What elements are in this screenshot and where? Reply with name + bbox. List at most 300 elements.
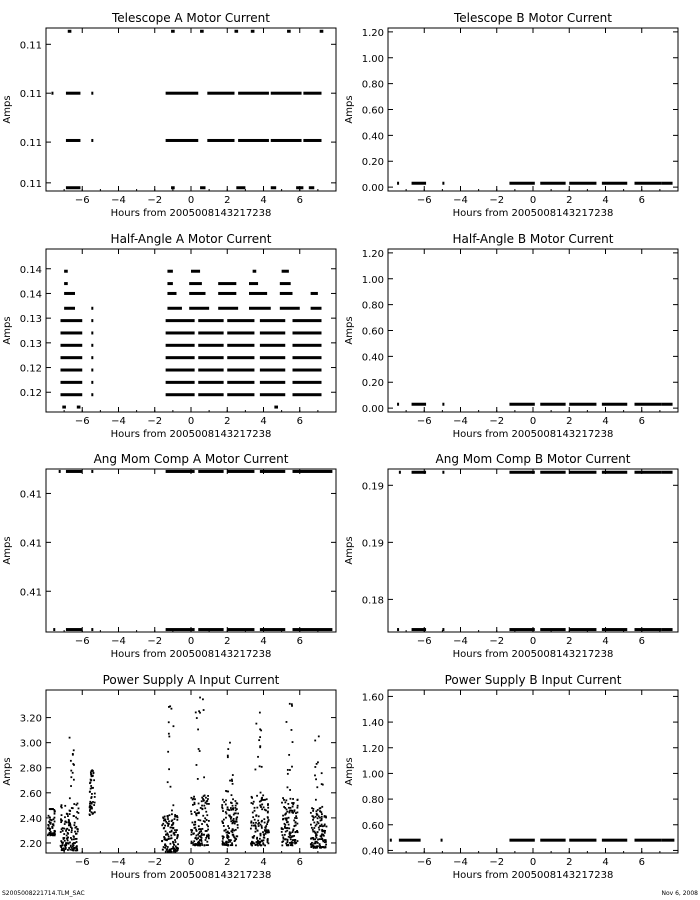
data-point [267, 829, 269, 831]
data-series [61, 270, 322, 409]
data-point [227, 791, 229, 793]
x-tick-label: 0 [529, 195, 537, 206]
y-tick-label: 1.60 [361, 692, 384, 704]
x-tick-label: 0 [187, 416, 195, 427]
data-point [293, 828, 295, 830]
data-point [319, 843, 321, 845]
data-point [72, 763, 74, 765]
y-tick-label: 0.19 [361, 538, 384, 550]
data-point [230, 802, 232, 804]
data-point [163, 817, 165, 819]
data-point [171, 824, 173, 826]
data-point [177, 843, 179, 845]
data-segment [227, 356, 254, 359]
x-axis-label: Hours from 2005008143217238 [452, 649, 614, 660]
data-point [90, 773, 92, 775]
y-tick-label: 0.20 [361, 157, 384, 169]
data-segment [509, 839, 534, 842]
data-segment [397, 403, 399, 406]
data-point [232, 807, 234, 809]
data-point [314, 838, 316, 840]
data-point [170, 835, 172, 837]
data-point [281, 844, 283, 846]
data-point [227, 748, 229, 750]
data-point [232, 822, 234, 824]
data-point [91, 793, 93, 795]
data-point [169, 814, 171, 816]
data-point [66, 835, 68, 837]
data-cluster [60, 737, 80, 852]
chart-title: Half-Angle A Motor Current [110, 232, 272, 246]
data-point [164, 847, 166, 849]
data-segment [509, 182, 534, 185]
data-point [65, 828, 67, 830]
data-point [94, 802, 96, 804]
data-point [194, 811, 196, 813]
data-segment [540, 839, 565, 842]
data-point [255, 723, 257, 725]
data-point [227, 835, 229, 837]
data-point [200, 807, 202, 809]
data-point [92, 787, 94, 789]
data-point [206, 841, 208, 843]
y-axis-label: Amps [344, 757, 355, 786]
data-point [291, 841, 293, 843]
x-tick-label: 6 [296, 195, 303, 206]
x-tick-label: 4 [602, 416, 609, 427]
y-tick-label: 0.18 [361, 595, 384, 607]
data-point [317, 831, 319, 833]
data-point [236, 803, 238, 805]
data-point [69, 797, 71, 799]
data-segment [282, 270, 289, 273]
data-point [173, 725, 175, 727]
x-tick-label: 4 [260, 416, 267, 427]
data-point [232, 774, 234, 776]
data-point [69, 849, 71, 851]
data-point [75, 833, 77, 835]
data-point [190, 797, 192, 799]
data-point [263, 839, 265, 841]
data-point [176, 829, 178, 831]
data-segment [249, 292, 267, 295]
data-point [198, 803, 200, 805]
data-point [192, 822, 194, 824]
plot-frame [46, 690, 336, 853]
data-point [175, 841, 177, 843]
data-segment [53, 628, 55, 631]
y-tick-label: 0.80 [361, 79, 384, 91]
data-point [71, 829, 73, 831]
data-segment [635, 628, 662, 631]
x-tick-label: 6 [638, 857, 645, 868]
data-point [94, 811, 96, 813]
data-point [259, 728, 261, 730]
data-point [73, 836, 75, 838]
data-point [233, 830, 235, 832]
data-point [297, 840, 299, 842]
data-segment [412, 182, 427, 185]
data-point [68, 829, 70, 831]
data-point [171, 837, 173, 839]
data-point [89, 809, 91, 811]
data-point [266, 798, 268, 800]
data-segment [166, 319, 195, 322]
data-segment [91, 92, 93, 95]
data-point [233, 818, 235, 820]
data-point [92, 775, 94, 777]
data-point [203, 805, 205, 807]
data-point [199, 712, 201, 714]
data-point [265, 827, 267, 829]
data-point [261, 825, 263, 827]
data-point [90, 779, 92, 781]
data-point [260, 835, 262, 837]
data-point [321, 772, 323, 774]
data-point [267, 832, 269, 834]
data-point [168, 820, 170, 822]
data-point [176, 819, 178, 821]
data-point [173, 844, 175, 846]
plot-frame [388, 249, 678, 412]
x-tick-label: −6 [74, 636, 90, 647]
data-segment [293, 393, 322, 396]
data-point [167, 818, 169, 820]
data-point [291, 705, 293, 707]
chart-title: Power Supply B Input Current [444, 673, 622, 687]
data-point [61, 814, 63, 816]
y-tick-label: 0.12 [19, 388, 42, 400]
data-point [290, 798, 292, 800]
data-point [168, 851, 170, 853]
data-point [252, 836, 254, 838]
data-segment [207, 92, 234, 95]
data-segment [189, 282, 202, 285]
data-point [168, 836, 170, 838]
chart-panel [2, 11, 336, 219]
data-point [234, 823, 236, 825]
data-point [257, 840, 259, 842]
data-segment [320, 30, 324, 33]
data-segment [198, 356, 223, 359]
data-point [198, 812, 200, 814]
data-segment [198, 381, 223, 384]
data-point [290, 838, 292, 840]
data-point [286, 844, 288, 846]
data-point [197, 834, 199, 836]
data-point [60, 846, 62, 848]
data-point [223, 825, 225, 827]
data-point [260, 792, 262, 794]
data-point [250, 822, 252, 824]
x-tick-label: −6 [74, 195, 90, 206]
data-point [207, 798, 209, 800]
data-point [72, 772, 74, 774]
data-point [236, 835, 238, 837]
data-point [233, 835, 235, 837]
data-point [285, 831, 287, 833]
x-tick-label: −2 [147, 195, 163, 206]
y-tick-label: 0.00 [361, 183, 384, 195]
data-point [267, 817, 269, 819]
data-point [228, 809, 230, 811]
data-point [286, 821, 288, 823]
data-point [162, 823, 164, 825]
data-point [313, 847, 315, 849]
data-point [164, 819, 166, 821]
data-point [292, 812, 294, 814]
data-segment [569, 403, 596, 406]
data-point [281, 841, 283, 843]
footer-date: Nov 6, 2008 [661, 890, 698, 897]
data-segment [602, 182, 627, 185]
x-tick-label: −2 [489, 195, 505, 206]
data-segment [167, 270, 172, 273]
x-tick-label: 2 [224, 416, 231, 427]
data-point [235, 844, 237, 846]
x-tick-label: −4 [111, 195, 126, 206]
y-tick-label: 0.19 [361, 481, 384, 493]
data-segment [236, 186, 245, 189]
data-segment [662, 471, 673, 474]
data-point [73, 838, 75, 840]
data-segment [280, 292, 293, 295]
data-point [294, 840, 296, 842]
data-segment [602, 839, 627, 842]
data-segment [260, 369, 285, 372]
data-point [259, 765, 261, 767]
data-point [70, 846, 72, 848]
x-tick-label: −2 [147, 416, 163, 427]
y-tick-label: 2.80 [19, 763, 42, 775]
data-segment [260, 381, 285, 384]
data-point [49, 816, 51, 818]
data-segment [91, 344, 93, 347]
data-point [230, 820, 232, 822]
data-point [254, 844, 256, 846]
y-tick-label: 0.11 [19, 178, 42, 190]
x-tick-label: −2 [147, 857, 163, 868]
data-series [47, 697, 327, 853]
data-point [317, 814, 319, 816]
data-point [252, 803, 254, 805]
x-tick-label: 2 [566, 857, 573, 868]
data-point [292, 741, 294, 743]
data-point [286, 811, 288, 813]
data-point [206, 803, 208, 805]
data-point [284, 823, 286, 825]
data-segment [238, 92, 269, 95]
data-point [310, 845, 312, 847]
data-point [319, 846, 321, 848]
data-segment [166, 369, 195, 372]
data-point [282, 815, 284, 817]
data-point [262, 799, 264, 801]
data-segment [260, 470, 285, 473]
data-segment [68, 30, 72, 33]
data-point [203, 795, 205, 797]
x-tick-label: −4 [111, 857, 126, 868]
data-point [310, 837, 312, 839]
data-point [222, 822, 224, 824]
data-point [168, 736, 170, 738]
data-segment [166, 344, 195, 347]
y-tick-label: 1.20 [361, 27, 384, 39]
x-tick-label: 2 [566, 195, 573, 206]
data-point-peak [199, 697, 201, 699]
data-point [70, 837, 72, 839]
data-point [287, 827, 289, 829]
data-point [315, 799, 317, 801]
data-point [321, 816, 323, 818]
data-point [172, 804, 174, 806]
data-point [315, 816, 317, 818]
x-tick-label: 6 [638, 195, 645, 206]
data-point [169, 831, 171, 833]
data-point [201, 844, 203, 846]
x-axis-label: Hours from 2005008143217238 [110, 429, 272, 440]
data-point [281, 828, 283, 830]
data-point [284, 801, 286, 803]
data-point [67, 840, 69, 842]
data-point [297, 799, 299, 801]
y-tick-label: 2.40 [19, 813, 42, 825]
data-segment [287, 30, 291, 33]
data-point [198, 835, 200, 837]
data-point [60, 821, 62, 823]
data-point [90, 797, 92, 799]
data-point [49, 829, 51, 831]
data-point [173, 851, 175, 853]
x-tick-label: 6 [296, 416, 303, 427]
data-segment [635, 403, 662, 406]
data-point [200, 839, 202, 841]
data-point [205, 837, 207, 839]
data-point [313, 838, 315, 840]
data-point [285, 813, 287, 815]
data-segment [442, 182, 444, 185]
data-point [229, 816, 231, 818]
chart-panel [344, 673, 678, 881]
chart-title: Telescope A Motor Current [112, 11, 270, 25]
data-point [257, 820, 259, 822]
x-tick-label: 2 [224, 195, 231, 206]
x-tick-label: 2 [566, 416, 573, 427]
data-segment [303, 139, 321, 142]
data-series [397, 182, 673, 185]
data-point [202, 828, 204, 830]
x-axis-label: Hours from 2005008143217238 [110, 208, 272, 219]
data-segment [167, 292, 176, 295]
data-segment [662, 839, 675, 842]
data-point [295, 824, 297, 826]
data-point [283, 799, 285, 801]
data-point [77, 828, 79, 830]
data-point [316, 837, 318, 839]
data-point [73, 815, 75, 817]
data-point [315, 833, 317, 835]
data-point [73, 803, 75, 805]
x-tick-label: −2 [489, 636, 505, 647]
data-cluster [250, 712, 270, 847]
data-point [72, 849, 74, 851]
data-point [312, 810, 314, 812]
data-segment [260, 344, 285, 347]
data-point [47, 827, 49, 829]
data-point [208, 820, 210, 822]
data-point [93, 804, 95, 806]
data-point [227, 755, 229, 757]
data-point [207, 844, 209, 846]
data-point [282, 797, 284, 799]
plot-frame [388, 690, 678, 853]
data-point [71, 831, 73, 833]
data-point [67, 832, 69, 834]
data-point [172, 848, 174, 850]
data-point [291, 729, 293, 731]
data-point [177, 849, 179, 851]
data-point [282, 818, 284, 820]
data-point [295, 842, 297, 844]
data-point [62, 849, 64, 851]
data-point [317, 761, 319, 763]
data-segment [66, 92, 81, 95]
data-point [263, 837, 265, 839]
chart-panel [2, 452, 336, 660]
data-point-peak [289, 703, 291, 705]
data-point [320, 820, 322, 822]
data-point [165, 838, 167, 840]
data-point [232, 783, 234, 785]
data-point [93, 779, 95, 781]
data-point [94, 793, 96, 795]
data-point [321, 813, 323, 815]
data-point [310, 812, 312, 814]
data-point [265, 810, 267, 812]
y-tick-label: 0.60 [361, 820, 384, 832]
x-tick-label: −6 [416, 636, 432, 647]
data-point [69, 824, 71, 826]
data-segment [61, 393, 83, 396]
data-point [290, 832, 292, 834]
x-tick-label: −4 [453, 195, 468, 206]
data-point [91, 808, 93, 810]
x-axis-label: Hours from 2005008143217238 [452, 208, 614, 219]
data-segment [260, 356, 285, 359]
data-point [287, 786, 289, 788]
chart-title: Ang Mom Comp A Motor Current [93, 452, 289, 466]
data-segment [509, 403, 534, 406]
data-segment [77, 406, 81, 409]
data-point [72, 845, 74, 847]
data-point [281, 802, 283, 804]
data-point [263, 818, 265, 820]
data-point [261, 827, 263, 829]
data-point [237, 824, 239, 826]
data-point [203, 776, 205, 778]
data-point [222, 838, 224, 840]
data-point [174, 814, 176, 816]
y-tick-label: 0.60 [361, 105, 384, 117]
data-segment [51, 92, 53, 95]
chart-title: Power Supply A Input Current [102, 673, 280, 687]
data-point [297, 811, 299, 813]
y-axis-label: Amps [2, 316, 13, 345]
data-segment [442, 403, 444, 406]
x-tick-label: −2 [147, 636, 163, 647]
plot-frame [46, 28, 336, 191]
data-point [205, 797, 207, 799]
